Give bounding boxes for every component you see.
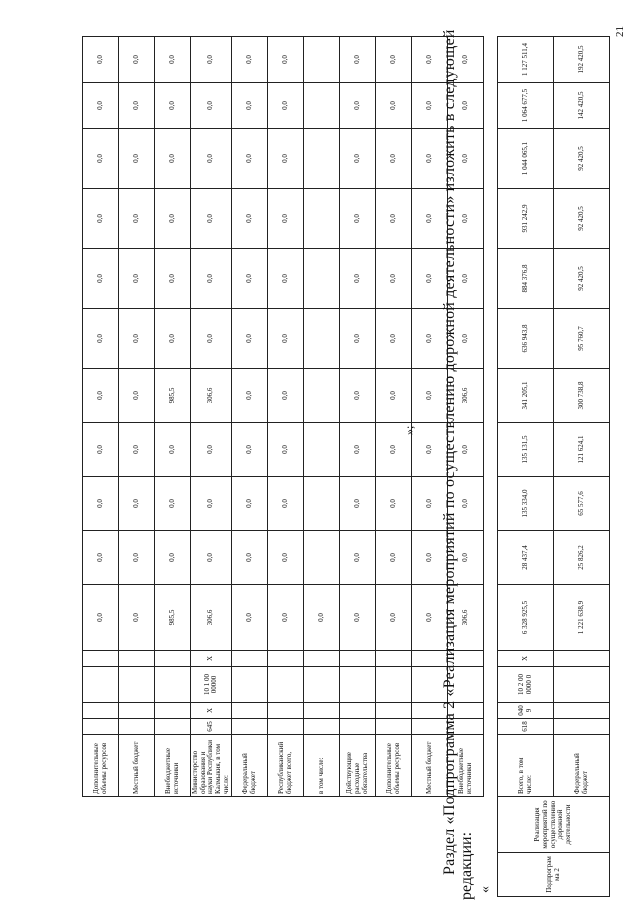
section-heading: Раздел «Подпрограмма 2 «Реализация мероприятий по осуществлению дорожной деятельности» изложить в следующей	[441, 29, 458, 875]
value-cell: 0,0	[340, 477, 376, 531]
value-cell: 0,0	[83, 37, 119, 83]
code-cell	[232, 719, 268, 735]
value-cell: 0,0	[448, 189, 484, 249]
value-cell: 0,0	[412, 585, 448, 651]
value-cell: 25 826,2	[554, 531, 610, 585]
value-cell: 0,0	[340, 37, 376, 83]
value-cell	[304, 129, 340, 189]
code-cell	[340, 719, 376, 735]
code-cell: 10 2 00 0000 0	[498, 667, 554, 703]
closing-mark: »;	[402, 425, 416, 435]
value-cell: 0,0	[83, 129, 119, 189]
table-row	[119, 37, 155, 797]
value-cell: 65 577,6	[554, 477, 610, 531]
value-cell: 985,5	[155, 369, 191, 423]
code-cell	[268, 667, 304, 703]
value-cell: 0,0	[232, 309, 268, 369]
value-cell: 135 334,0	[498, 477, 554, 531]
value-cell: 0,0	[232, 531, 268, 585]
value-cell	[304, 37, 340, 83]
value-cell: 0,0	[268, 369, 304, 423]
value-cell: 0,0	[83, 531, 119, 585]
value-cell: 0,0	[448, 37, 484, 83]
value-cell: 0,0	[340, 423, 376, 477]
value-cell: 0,0	[155, 37, 191, 83]
value-cell: 0,0	[83, 189, 119, 249]
code-cell	[340, 703, 376, 719]
value-cell: 0,0	[340, 249, 376, 309]
value-cell: 0,0	[412, 83, 448, 129]
value-cell: 306,6	[448, 369, 484, 423]
value-cell: 0,0	[83, 369, 119, 423]
value-cell: 0,0	[83, 83, 119, 129]
table-row	[376, 37, 412, 797]
value-cell: 0,0	[155, 477, 191, 531]
table-row	[191, 37, 232, 797]
code-cell	[304, 719, 340, 735]
value-cell: 0,0	[191, 189, 232, 249]
code-cell	[83, 651, 119, 667]
value-cell: 0,0	[340, 369, 376, 423]
value-cell: 0,0	[119, 477, 155, 531]
code-cell: 618	[498, 719, 554, 735]
value-cell: 135 131,5	[498, 423, 554, 477]
value-cell: 0,0	[268, 531, 304, 585]
code-cell: 0409	[498, 703, 554, 719]
program-title-cell: Реализация мероприятий по осуществлению дорожной деятельности	[498, 797, 610, 853]
value-cell: 0,0	[412, 129, 448, 189]
value-cell: 0,0	[268, 423, 304, 477]
value-cell: 306,6	[448, 585, 484, 651]
value-cell: 92 420,5	[554, 189, 610, 249]
code-cell: 645	[191, 719, 232, 735]
value-cell: 0,0	[340, 83, 376, 129]
value-cell: 1 221 638,9	[554, 585, 610, 651]
value-cell: 0,0	[412, 309, 448, 369]
value-cell	[304, 83, 340, 129]
code-cell	[268, 703, 304, 719]
value-cell: 0,0	[376, 585, 412, 651]
value-cell: 0,0	[191, 423, 232, 477]
value-cell: 0,0	[412, 531, 448, 585]
code-cell	[155, 667, 191, 703]
value-cell: 0,0	[448, 477, 484, 531]
value-cell	[304, 189, 340, 249]
value-cell: 0,0	[119, 423, 155, 477]
upper-table	[82, 36, 484, 797]
value-cell: 0,0	[340, 129, 376, 189]
value-cell: 0,0	[155, 83, 191, 129]
value-cell: 0,0	[191, 37, 232, 83]
table-row	[155, 37, 191, 797]
value-cell: 0,0	[412, 189, 448, 249]
value-cell: 0,0	[155, 249, 191, 309]
code-cell	[232, 703, 268, 719]
code-cell	[304, 667, 340, 703]
code-cell	[155, 719, 191, 735]
value-cell: 0,0	[155, 309, 191, 369]
value-cell: 0,0	[376, 83, 412, 129]
value-cell: 0,0	[191, 531, 232, 585]
open-quote: «	[478, 886, 493, 893]
value-cell: 95 760,7	[554, 309, 610, 369]
value-cell: 300 738,8	[554, 369, 610, 423]
table-row	[304, 37, 340, 797]
value-cell: 306,6	[191, 369, 232, 423]
value-cell: 0,0	[268, 477, 304, 531]
value-cell: 0,0	[376, 249, 412, 309]
program-cell: Подпрограмма 2	[498, 853, 610, 897]
value-cell: 0,0	[119, 83, 155, 129]
value-cell: 6 328 925,5	[498, 585, 554, 651]
value-cell: 0,0	[155, 423, 191, 477]
value-cell: 0,0	[376, 531, 412, 585]
code-cell	[232, 651, 268, 667]
value-cell: 0,0	[340, 585, 376, 651]
table-row	[268, 37, 304, 797]
value-cell: 0,0	[412, 423, 448, 477]
value-cell: 0,0	[412, 249, 448, 309]
value-cell: 0,0	[376, 477, 412, 531]
value-cell: 0,0	[448, 309, 484, 369]
value-cell	[304, 369, 340, 423]
code-cell	[376, 719, 412, 735]
code-cell	[376, 703, 412, 719]
code-cell	[83, 719, 119, 735]
value-cell: 0,0	[232, 477, 268, 531]
code-cell	[83, 703, 119, 719]
row-label: Местный бюджет	[119, 735, 155, 797]
value-cell: 306,6	[191, 585, 232, 651]
value-cell: 0,0	[268, 83, 304, 129]
table-row	[554, 37, 610, 897]
value-cell: 0,0	[232, 189, 268, 249]
value-cell: 0,0	[268, 189, 304, 249]
code-cell	[155, 703, 191, 719]
code-cell	[554, 651, 610, 667]
row-label: Местный бюджет	[412, 735, 448, 797]
value-cell: 0,0	[155, 189, 191, 249]
code-cell	[376, 651, 412, 667]
row-label: Министерство образования и науки Республики Калмыкия, в том числе:	[191, 735, 232, 797]
value-cell: 0,0	[119, 309, 155, 369]
value-cell: 0,0	[340, 531, 376, 585]
code-cell	[119, 719, 155, 735]
value-cell: 92 420,5	[554, 249, 610, 309]
row-label: в том числе:	[304, 735, 340, 797]
code-cell	[304, 703, 340, 719]
value-cell: 0,0	[119, 369, 155, 423]
value-cell: 0,0	[448, 129, 484, 189]
code-cell: X	[191, 703, 232, 719]
code-cell	[340, 651, 376, 667]
code-cell	[119, 667, 155, 703]
value-cell: 0,0	[119, 129, 155, 189]
section-heading-continuation: редакции:	[458, 831, 475, 900]
value-cell: 1 044 065,1	[498, 129, 554, 189]
value-cell: 0,0	[191, 309, 232, 369]
code-cell	[554, 703, 610, 719]
value-cell: 121 624,1	[554, 423, 610, 477]
value-cell: 1 127 511,4	[498, 37, 554, 83]
value-cell: 0,0	[268, 37, 304, 83]
row-label: Федеральный бюджет	[554, 735, 610, 797]
value-cell: 192 420,5	[554, 37, 610, 83]
code-cell	[340, 667, 376, 703]
value-cell: 636 943,8	[498, 309, 554, 369]
row-label: Дополнительные объемы ресурсов	[376, 735, 412, 797]
value-cell: 0,0	[412, 37, 448, 83]
code-cell: 10 1 00 00000	[191, 667, 232, 703]
code-cell	[554, 667, 610, 703]
value-cell: 1 064 677,5	[498, 83, 554, 129]
value-cell: 341 205,1	[498, 369, 554, 423]
row-label: Действующие расходные обязательства	[340, 735, 376, 797]
value-cell	[304, 477, 340, 531]
value-cell: 0,0	[119, 37, 155, 83]
code-cell	[83, 667, 119, 703]
value-cell: 0,0	[232, 369, 268, 423]
value-cell: 0,0	[448, 249, 484, 309]
value-cell: 0,0	[376, 189, 412, 249]
value-cell: 0,0	[448, 531, 484, 585]
value-cell: 0,0	[119, 585, 155, 651]
value-cell: 0,0	[83, 309, 119, 369]
code-cell	[232, 667, 268, 703]
value-cell: 0,0	[191, 129, 232, 189]
row-label: Федеральный бюджет	[232, 735, 268, 797]
code-cell	[376, 667, 412, 703]
value-cell: 0,0	[340, 309, 376, 369]
code-cell	[119, 651, 155, 667]
value-cell: 0,0	[232, 585, 268, 651]
row-label: Внебюджетные источники	[448, 735, 484, 797]
value-cell: 0,0	[412, 369, 448, 423]
table-row	[340, 37, 376, 797]
value-cell: 0,0	[191, 83, 232, 129]
value-cell: 142 420,5	[554, 83, 610, 129]
value-cell: 0,0	[376, 37, 412, 83]
value-cell	[304, 531, 340, 585]
value-cell: 931 242,9	[498, 189, 554, 249]
value-cell: 0,0	[376, 423, 412, 477]
value-cell: 92 420,5	[554, 129, 610, 189]
value-cell: 0,0	[232, 37, 268, 83]
value-cell	[304, 423, 340, 477]
value-cell	[304, 249, 340, 309]
value-cell: 0,0	[83, 585, 119, 651]
code-cell: X	[498, 651, 554, 667]
value-cell: 0,0	[232, 83, 268, 129]
value-cell: 0,0	[304, 585, 340, 651]
value-cell: 0,0	[232, 423, 268, 477]
value-cell: 884 376,8	[498, 249, 554, 309]
row-label: Внебюджетные источники	[155, 735, 191, 797]
code-cell	[119, 703, 155, 719]
value-cell: 985,5	[155, 585, 191, 651]
row-label: Республиканский бюджет всего,	[268, 735, 304, 797]
value-cell: 0,0	[448, 83, 484, 129]
value-cell: 0,0	[83, 249, 119, 309]
code-cell	[268, 719, 304, 735]
value-cell: 0,0	[268, 249, 304, 309]
code-cell: X	[191, 651, 232, 667]
table-row	[498, 37, 554, 897]
value-cell: 0,0	[155, 531, 191, 585]
value-cell: 0,0	[232, 129, 268, 189]
row-label: Всего, в том числе:	[498, 735, 554, 797]
value-cell: 0,0	[376, 129, 412, 189]
value-cell: 0,0	[268, 129, 304, 189]
value-cell: 0,0	[376, 309, 412, 369]
value-cell: 28 437,4	[498, 531, 554, 585]
value-cell: 0,0	[232, 249, 268, 309]
value-cell: 0,0	[83, 477, 119, 531]
value-cell: 0,0	[376, 369, 412, 423]
table-row	[232, 37, 268, 797]
code-cell	[268, 651, 304, 667]
value-cell: 0,0	[119, 531, 155, 585]
row-label: Дополнительные объемы ресурсов	[83, 735, 119, 797]
value-cell: 0,0	[119, 189, 155, 249]
table-row	[83, 37, 119, 797]
page-number: 21	[614, 26, 626, 37]
value-cell	[304, 309, 340, 369]
value-cell: 0,0	[268, 309, 304, 369]
value-cell: 0,0	[191, 249, 232, 309]
code-cell	[155, 651, 191, 667]
code-cell	[554, 719, 610, 735]
value-cell: 0,0	[448, 423, 484, 477]
value-cell: 0,0	[119, 249, 155, 309]
lower-table	[497, 36, 610, 897]
value-cell: 0,0	[268, 585, 304, 651]
value-cell: 0,0	[155, 129, 191, 189]
value-cell: 0,0	[412, 477, 448, 531]
value-cell: 0,0	[340, 189, 376, 249]
value-cell: 0,0	[191, 477, 232, 531]
code-cell	[304, 651, 340, 667]
value-cell: 0,0	[83, 423, 119, 477]
